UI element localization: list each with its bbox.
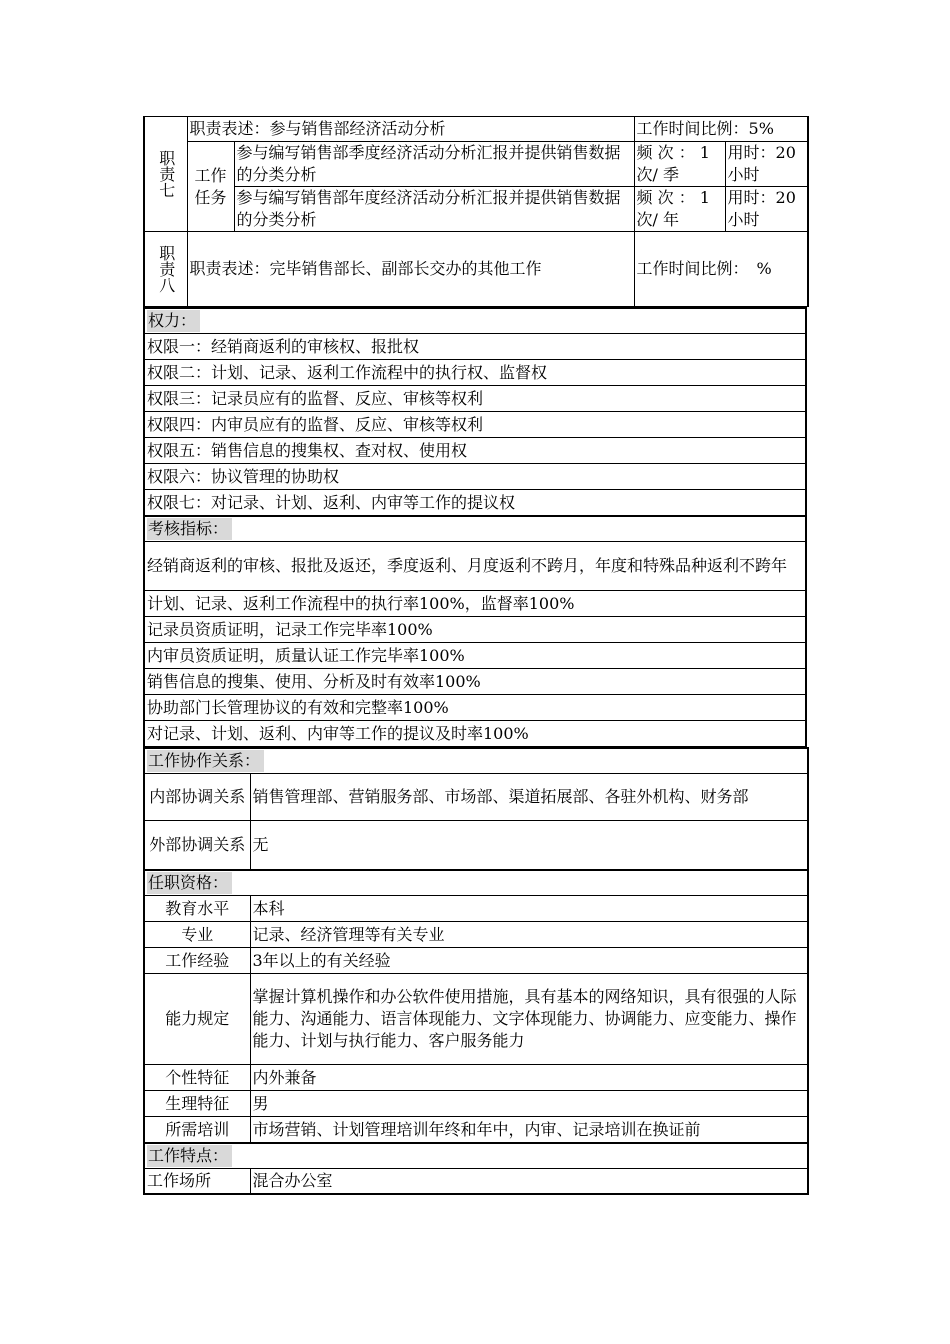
duty7-task-2-desc: 参与编写销售部年度经济活动分析汇报并提供销售数据的分类分析 bbox=[234, 187, 634, 232]
internal-coordination-value: 销售管理部、营销服务部、市场部、渠道拓展部、各驻外机构、财务部 bbox=[250, 774, 808, 821]
internal-coordination-label: 内部协调关系 bbox=[144, 774, 250, 821]
authority-title: 权力： bbox=[147, 310, 200, 332]
ability-label: 能力规定 bbox=[144, 974, 250, 1065]
duty8-label: 职责八 bbox=[144, 232, 187, 307]
authority-item: 权限三：记录员应有的监督、反应、审核等权利 bbox=[144, 386, 806, 412]
authority-item: 权限四：内审员应有的监督、反应、审核等权利 bbox=[144, 412, 806, 438]
kpi-item: 记录员资质证明，记录工作完毕率100% bbox=[144, 617, 806, 643]
kpi-item: 经销商返利的审核、报批及返还，季度返利、月度返利不跨月，年度和特殊品种返利不跨年 bbox=[144, 542, 806, 591]
kpi-title: 考核指标： bbox=[147, 518, 232, 540]
duty7-task-2-freq: 频 次 ： 1次/ 年 bbox=[634, 187, 725, 232]
kpi-item: 计划、记录、返利工作流程中的执行率100%，监督率100% bbox=[144, 591, 806, 617]
duty7-time-ratio: 工作时间比例：5% bbox=[634, 117, 808, 142]
authority-item: 权限一：经销商返利的审核权、报批权 bbox=[144, 334, 806, 360]
qualification-section-header bbox=[144, 870, 808, 896]
duty8-time-ratio: 工作时间比例： % bbox=[634, 232, 808, 307]
kpi-item: 对记录、计划、返利、内审等工作的提议及时率100% bbox=[144, 721, 806, 747]
physiology-value: 男 bbox=[250, 1091, 808, 1117]
authority-kpi-table bbox=[143, 307, 807, 747]
experience-value: 3年以上的有关经验 bbox=[250, 948, 808, 974]
authority-item: 权限六：协议管理的协助权 bbox=[144, 464, 806, 490]
personality-value: 内外兼备 bbox=[250, 1065, 808, 1091]
training-label: 所需培训 bbox=[144, 1117, 250, 1144]
duty7-task-label: 工作任务 bbox=[187, 142, 234, 232]
duties-table bbox=[143, 116, 809, 307]
duty7-task-2-hours: 用时：20小时 bbox=[725, 187, 808, 232]
external-coordination-label: 外部协调关系 bbox=[144, 821, 250, 871]
training-value: 市场营销、计划管理培训年终和年中，内审、记录培训在换证前 bbox=[250, 1117, 808, 1144]
ability-value: 掌握计算机操作和办公软件使用措施，具有基本的网络知识，具有很强的人际能力、沟通能力、语言体现能力、文字体现能力、协调能力、应变能力、操作能力、计划与执行能力、客户服务能力 bbox=[250, 974, 808, 1065]
experience-label: 工作经验 bbox=[144, 948, 250, 974]
authority-item: 权限二：计划、记录、返利工作流程中的执行权、监督权 bbox=[144, 360, 806, 386]
major-label: 专业 bbox=[144, 922, 250, 948]
kpi-item: 协助部门长管理协议的有效和完整率100% bbox=[144, 695, 806, 721]
qualification-title: 任职资格： bbox=[147, 872, 232, 894]
education-value: 本科 bbox=[250, 896, 808, 922]
authority-section-header bbox=[144, 308, 806, 334]
workplace-value: 混合办公室 bbox=[250, 1169, 808, 1195]
authority-item: 权限七：对记录、计划、返利、内审等工作的提议权 bbox=[144, 490, 806, 517]
cooperation-title: 工作协作关系： bbox=[147, 750, 264, 772]
personality-label: 个性特征 bbox=[144, 1065, 250, 1091]
duty7-task-1-freq: 频 次 ： 1次/ 季 bbox=[634, 142, 725, 187]
kpi-section-header bbox=[144, 516, 806, 542]
job-description-document bbox=[143, 116, 807, 1195]
duty7-task-1-hours: 用时：20小时 bbox=[725, 142, 808, 187]
major-value: 记录、经济管理等有关专业 bbox=[250, 922, 808, 948]
work-features-section-header bbox=[144, 1143, 808, 1169]
workplace-label: 工作场所 bbox=[144, 1169, 250, 1195]
requirements-table bbox=[143, 747, 809, 1195]
kpi-item: 内审员资质证明，质量认证工作完毕率100% bbox=[144, 643, 806, 669]
duty7-statement: 职责表述：参与销售部经济活动分析 bbox=[187, 117, 634, 142]
duty8-statement: 职责表述：完毕销售部长、副部长交办的其他工作 bbox=[187, 232, 634, 307]
external-coordination-value: 无 bbox=[250, 821, 808, 871]
duty7-task-1-desc: 参与编写销售部季度经济活动分析汇报并提供销售数据的分类分析 bbox=[234, 142, 634, 187]
cooperation-section-header bbox=[144, 748, 808, 774]
duty7-label: 职责七 bbox=[144, 117, 187, 232]
kpi-item: 销售信息的搜集、使用、分析及时有效率100% bbox=[144, 669, 806, 695]
physiology-label: 生理特征 bbox=[144, 1091, 250, 1117]
authority-item: 权限五：销售信息的搜集权、查对权、使用权 bbox=[144, 438, 806, 464]
education-label: 教育水平 bbox=[144, 896, 250, 922]
work-features-title: 工作特点： bbox=[147, 1145, 232, 1167]
